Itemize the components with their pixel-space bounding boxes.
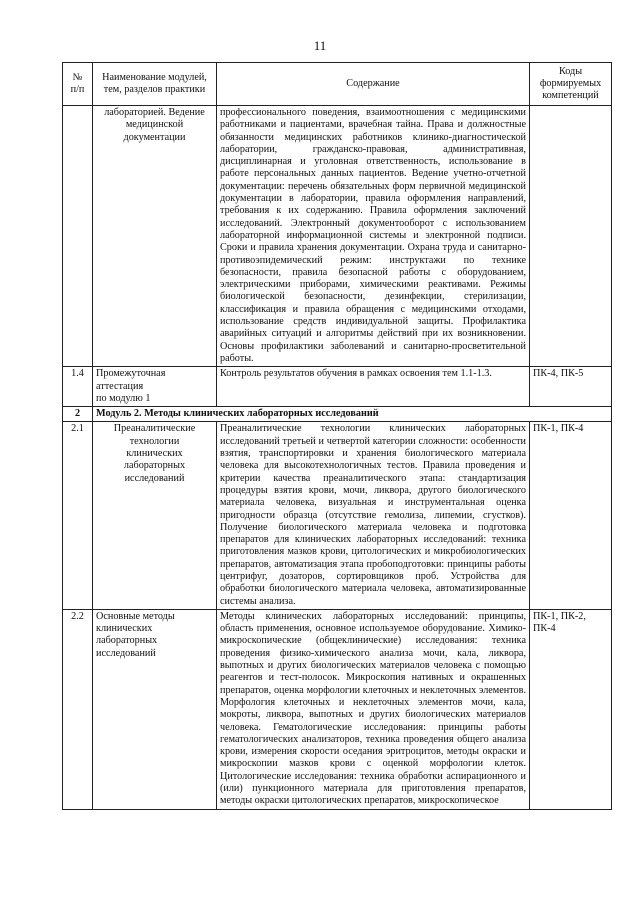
table-row: [63, 422, 612, 609]
row-topic-name: Промежуточная аттестация по модулю 1: [93, 367, 217, 407]
module-title: Модуль 2. Методы клинических лабораторных исследований: [93, 407, 612, 422]
row-content: Методы клинических лабораторных исследований: принципы, область применения, основное используемое оборудование. Химико-микроскопические (общеклинические) исследования: техника проведения физико-химического анализа мочи, кала, ликвора, выпотных и других биологических материалов человека с помощью реагентов и тест-полосок. Микроскопия нативных и окрашенных препаратов, оценка морфологии клеточных и неклеточных элементов. Морфология клеточных и неклеточных элементов мочи, кала, мокроты, ликвора, выпотных и других биологических материалов человека. Гематологические исследования: принципы работы гематологических анализаторов, техника проведения общего анализа крови, измерения скорости оседания эритроцитов, методы окраски и микроскопии мазков крови с оценкой морфологии клеток. Цитологические исследования: техника обработки аспирационного и (или) пункционного материала для приготовления препаратов, методы окраски цитологических препаратов, микроскопическое: [217, 609, 530, 809]
module-number: 2: [63, 407, 93, 422]
table-header-row: [63, 63, 612, 106]
row-competencies: ПК-1, ПК-2, ПК-4: [530, 609, 612, 809]
row-competencies: ПК-1, ПК-4: [530, 422, 612, 609]
row-competencies: ПК-4, ПК-5: [530, 367, 612, 407]
row-number: 2.2: [63, 609, 93, 809]
header-competencies: Коды формируемых компетенций: [530, 63, 612, 106]
header-module-name: Наименование модулей, тем, разделов практики: [93, 63, 217, 106]
row-competencies: [530, 106, 612, 367]
table-row: [63, 367, 612, 407]
page-number: 11: [313, 38, 327, 53]
header-number: № п/п: [63, 63, 93, 106]
table-row: [63, 609, 612, 809]
header-content: Содержание: [217, 63, 530, 106]
practice-program-table: [62, 62, 612, 810]
row-content: Контроль результатов обучения в рамках освоения тем 1.1-1.3.: [217, 367, 530, 407]
row-number: [63, 106, 93, 367]
row-content: Преаналитические технологии клинических лабораторных исследований третьей и четвертой категории сложности: особенности взятия, транспортировки и хранения биологического материала человека для высокотехнологичных тестов. Правила проведения и критерии качества преаналитического этапа: стандартизация процедуры взятия крови, мочи, ликвора, другого биологического материала человека, визуальная и инструментальная оценка пригодности образца (отсутствие гемолиза, липемии, сгустков). Получение биологического материала человека и подготовка препаратов для клинических лабораторных исследований: техника приготовления мазков крови, цитологических и микробиологических препаратов, автоматизация этапа пробоподготовки: принципы работы центрифуг, дозаторов, сортировщиков проб. Устройства для обработки биологического материала человека, автоматизированные системы анализа.: [217, 422, 530, 609]
row-topic-name: Основные методы клинических лабораторных исследований: [93, 609, 217, 809]
row-topic-name: лабораторией. Ведение медицинской документации: [93, 106, 217, 367]
row-topic-name: Преаналитические технологии клинических лабораторных исследований: [93, 422, 217, 609]
row-number: 2.1: [63, 422, 93, 609]
table-row: [63, 106, 612, 367]
module-row: [63, 407, 612, 422]
row-number: 1.4: [63, 367, 93, 407]
row-content: профессионального поведения, взаимоотношения с медицинскими работниками и пациентами, врачебная тайна. Права и должностные обязанности медицинских работников клинико-диагностической лаборатории, гражданско-правовая, административная, дисциплинарная и уголовная ответственность, использование в работе персональных данных пациентов. Ведение учетно-отчетной документации: перечень обязательных форм первичной медицинской документации в лаборатории, правила оформления направлений, требования к их содержанию. Правила оформления заключений исследований. Электронный документооборот с использованием лабораторной информационной системы и электронной подписи. Сроки и правила хранения документации. Охрана труда и санитарно-противоэпидемический режим: инструктажи по технике безопасности, правила безопасной работы с оборудованием, электрическими приборами, химическими реактивами. Режимы биологической безопасности, дезинфекции, стерилизации, классификация и правила обращения с медицинскими отходами, использование средств индивидуальной защиты. Профилактика аварийных ситуаций и алгоритмы действий при их возникновении. Основы профилактики заболеваний и санитарно-просветительной работы.: [217, 106, 530, 367]
